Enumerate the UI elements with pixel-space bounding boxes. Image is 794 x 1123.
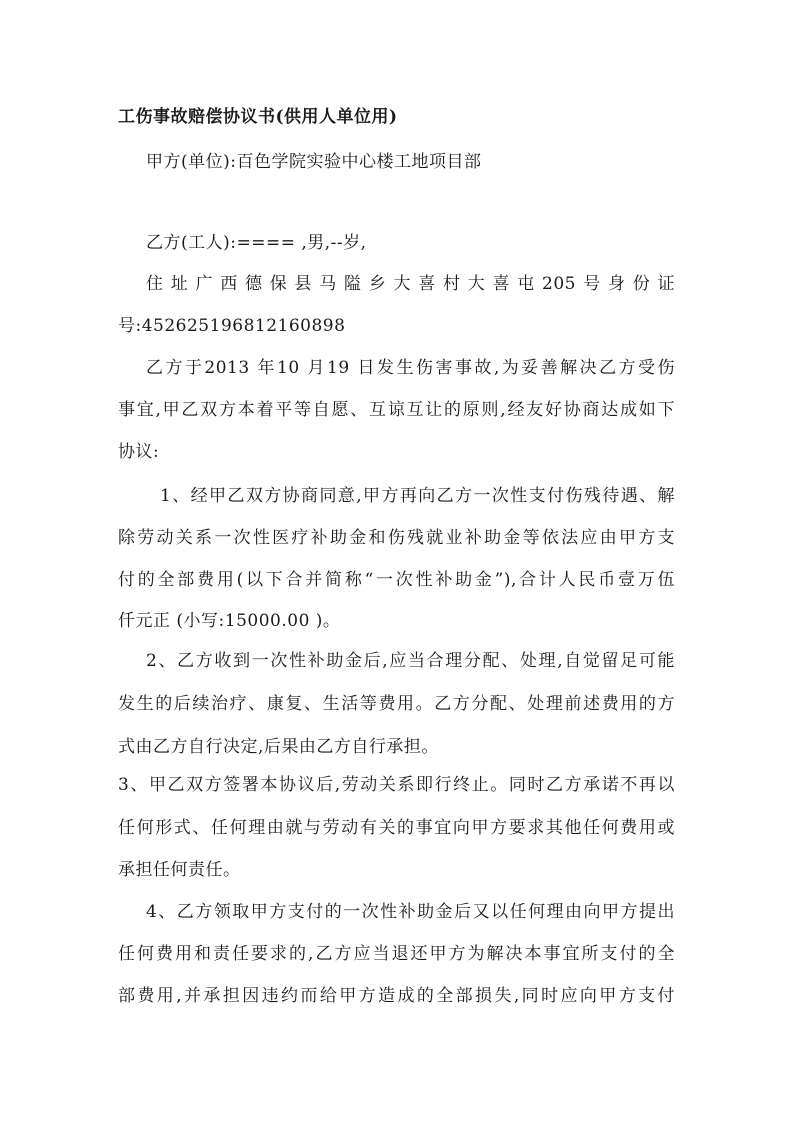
clause-1-line-2: 除劳动关系一次性医疗补助金和伤残就业补助金等依法应由甲方支	[118, 528, 675, 548]
clause-4-line-1: 4、乙方领取甲方支付的一次性补助金后又以任何理由向甲方提出	[146, 902, 675, 922]
clause-3-line-1: 3、甲乙双方签署本协议后,劳动关系即行终止。同时乙方承诺不再以	[118, 775, 675, 795]
party-a-line: 甲方(单位):百色学院实验中心楼工地项目部	[146, 152, 482, 172]
clause-1-line-3: 付的全部费用(以下合并简称“一次性补助金”),合计人民币壹万伍	[118, 570, 675, 590]
clause-1-line-4: 仟元正 (小写:15000.00 )。	[118, 611, 341, 631]
clause-1-line-1: 1、经甲乙双方协商同意,甲方再向乙方一次性支付伤残待遇、解	[160, 486, 675, 506]
intro-line-1: 乙方于2013 年10 月19 日发生伤害事故,为妥善解决乙方受伤	[146, 358, 675, 378]
intro-line-2: 事宜,甲乙双方本着平等自愿、互谅互让的原则,经友好协商达成如下	[118, 400, 675, 420]
intro-line-3: 协议:	[118, 442, 160, 462]
address-line-1: 住址广西德保县马隘乡大喜村大喜屯205号身份证	[146, 274, 675, 294]
clause-3-line-3: 承担任何责任。	[118, 860, 241, 880]
clause-4-line-2: 任何费用和责任要求的,乙方应当退还甲方为解决本事宜所支付的全	[118, 944, 675, 964]
document-title: 工伤事故赔偿协议书(供用人单位用)	[118, 107, 398, 127]
clause-2-line-3: 式由乙方自行决定,后果由乙方自行承担。	[118, 737, 439, 757]
clause-2-line-2: 发生的后续治疗、康复、生活等费用。乙方分配、处理前述费用的方	[118, 694, 675, 714]
party-b-line: 乙方(工人):==== ,男,--岁,	[146, 233, 367, 253]
clause-4-line-3: 部费用,并承担因违约而给甲方造成的全部损失,同时应向甲方支付	[118, 986, 675, 1006]
address-line-2: 号:452625196812160898	[118, 316, 346, 336]
clause-3-line-2: 任何形式、任何理由就与劳动有关的事宜向甲方要求其他任何费用或	[118, 818, 675, 838]
clause-2-line-1: 2、乙方收到一次性补助金后,应当合理分配、处理,自觉留足可能	[146, 651, 675, 671]
